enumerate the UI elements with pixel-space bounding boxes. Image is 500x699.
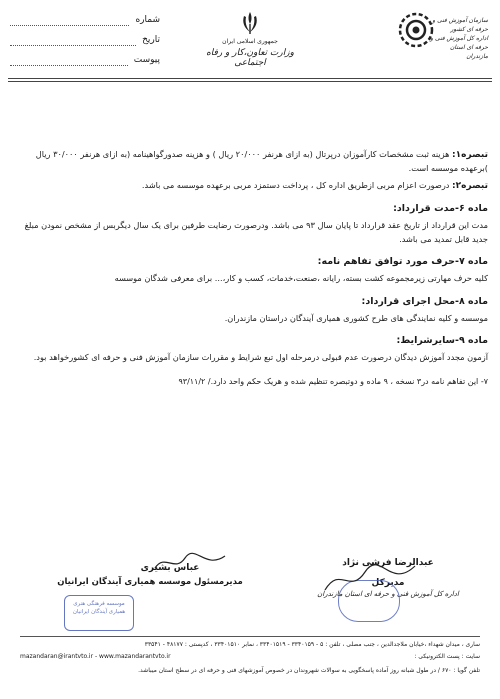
footer-labels (414, 652, 480, 662)
email-label: پست الکترونیکی : (414, 653, 460, 660)
note-2 (20, 179, 488, 193)
right-stamp-text: اداره کل آموزش فنی و حرفه ای استان مازندران (317, 590, 459, 598)
header-divider-2 (8, 81, 492, 82)
closing-clause: ۷- این تفاهم نامه در۳ نسخه ، ۹ ماده و دوتبصره تنظیم شده و هریک حکم واحد دارد./ ۹۳/۱۱/۲ (178, 376, 488, 386)
article-6-text: مدت این قرارداد از تاریخ عقد قرارداد تا پایان سال ۹۳ می باشد. ودرصورت رضایت طرفین برای یک سال دیگربس از مشخص نمودن مبلغ جدید قابل تمدید می باشد. (24, 220, 488, 244)
ministry-header (190, 10, 310, 68)
article-8-title: ماده ۸-محل اجرای قرارداد: (361, 295, 488, 307)
article-8-text: موسسه و کلیه نمایندگی های طرح کشوری همیاری آیندگان دراستان مازندران. (224, 312, 488, 323)
article-7-title: ماده ۷-حرف مورد توافق تفاهم نامه: (317, 256, 488, 267)
footer-divider (20, 636, 480, 637)
article-6-title: ماده ۶-مدت قرارداد: (393, 203, 488, 214)
left-stamp-line-2: همیاری آیندگان ایرانیان (72, 609, 126, 615)
left-stamp-line-1: موسسه فرهنگی هنری (73, 601, 125, 607)
date-label: تاریخ (142, 35, 160, 45)
reference-fields (10, 10, 160, 70)
article-9-text: آزمون مجدد آموزش دیدگان درصورت عدم قبولی درمرحله اول تبع شرایط و مقررات سازمان آموزش فنی و حرفه ای کشورخواهد بود. (33, 352, 488, 362)
footer-hotline: تلفن گویا : ۶۷۰ / در طول شبانه روز آماده پاسخگویی به سوالات شهروندان در خصوص آموزشهای فنی و حرفه ای در سطح استان میباشد. (138, 667, 480, 674)
left-signer-role: مدیرمسئول موسسه همیاری آیندگان ایرانیان (57, 577, 243, 587)
footer-contact (20, 652, 480, 662)
footer-address: ساری ، میدان شهداء ،خیابان ملاجدالدین ، جنب مصلی ، تلفن : ۵ - ۳۳۴۰۱۵۹ - ۳۳۴۰۱۵۱۹ ، نمابر ۳۳۴۰۱۵۱۰ ، کدپستی : ۴۸۱۷۷ - ۳۳۵۴۱ (144, 641, 480, 648)
note-1-label: تبصره۱: (452, 150, 488, 160)
footer-emails: mazandaran@irantvto.ir - www.mazandarantvto.ir (20, 653, 171, 660)
note-2-text: درصورت اعزام مربی ازطریق اداره کل ، پرداخت دستمزد مربی برعهده موسسه می باشد. (141, 180, 450, 190)
note-1 (20, 148, 488, 175)
right-signer-role: مدیرکل (371, 578, 405, 588)
ministry-name: وزارت تعاون،کار و رفاه اجتماعی (206, 48, 294, 68)
document-body (20, 148, 488, 386)
left-signature-scribble-icon (150, 548, 230, 578)
attachment-label: پیوست (133, 55, 160, 65)
number-label: شماره (135, 15, 160, 25)
organization-header (397, 10, 492, 80)
article-6 (20, 203, 488, 246)
article-9-title: ماده ۹-سایرشرایط: (396, 335, 488, 346)
attachment-row (10, 50, 160, 70)
article-7-text: کلیه حرف مهارتی زیرمجموعه کشت بسته، رایانه ،صنعت،خدمات، کسب و کار،... برای معرفی شدگان موسسه (114, 273, 488, 283)
org-line-1: سازمان آموزش فنی و حرفه ای کشور (432, 17, 488, 33)
header-divider (8, 78, 492, 79)
right-signer-name: عبدالرضا فرشی نژاد (342, 558, 434, 568)
org-line-2: اداره کل آموزش فنی و حرفه ای استان مازندران (430, 35, 488, 60)
left-stamp (64, 595, 134, 631)
organization-name (430, 16, 488, 61)
number-row (10, 10, 160, 30)
right-signature-scribble-icon (320, 560, 420, 600)
iran-emblem-icon (239, 10, 261, 36)
article-9 (20, 335, 488, 365)
attachment-dots (10, 55, 128, 66)
article-7 (20, 256, 488, 286)
article-8 (20, 296, 488, 326)
date-dots (10, 35, 136, 46)
note-1-text: هزینه ثبت مشخصات کارآموزان درپرتال (به ازای هرنفر ۲۰/۰۰۰ ریال ) و هزینه صدورگواهینامه (به ازای هرنفر ۳۰/۰۰۰ ریال )برعهده موسسه است. (35, 149, 488, 173)
tvto-logo-icon (398, 12, 434, 48)
left-signer-name: عباس بشیری (140, 563, 200, 573)
date-row (10, 30, 160, 50)
note-2-label: تبصره۲: (452, 181, 488, 191)
number-dots (10, 15, 129, 26)
republic-label: جمهوری اسلامی ایران (222, 38, 278, 45)
site-label: سایت : (461, 653, 480, 660)
